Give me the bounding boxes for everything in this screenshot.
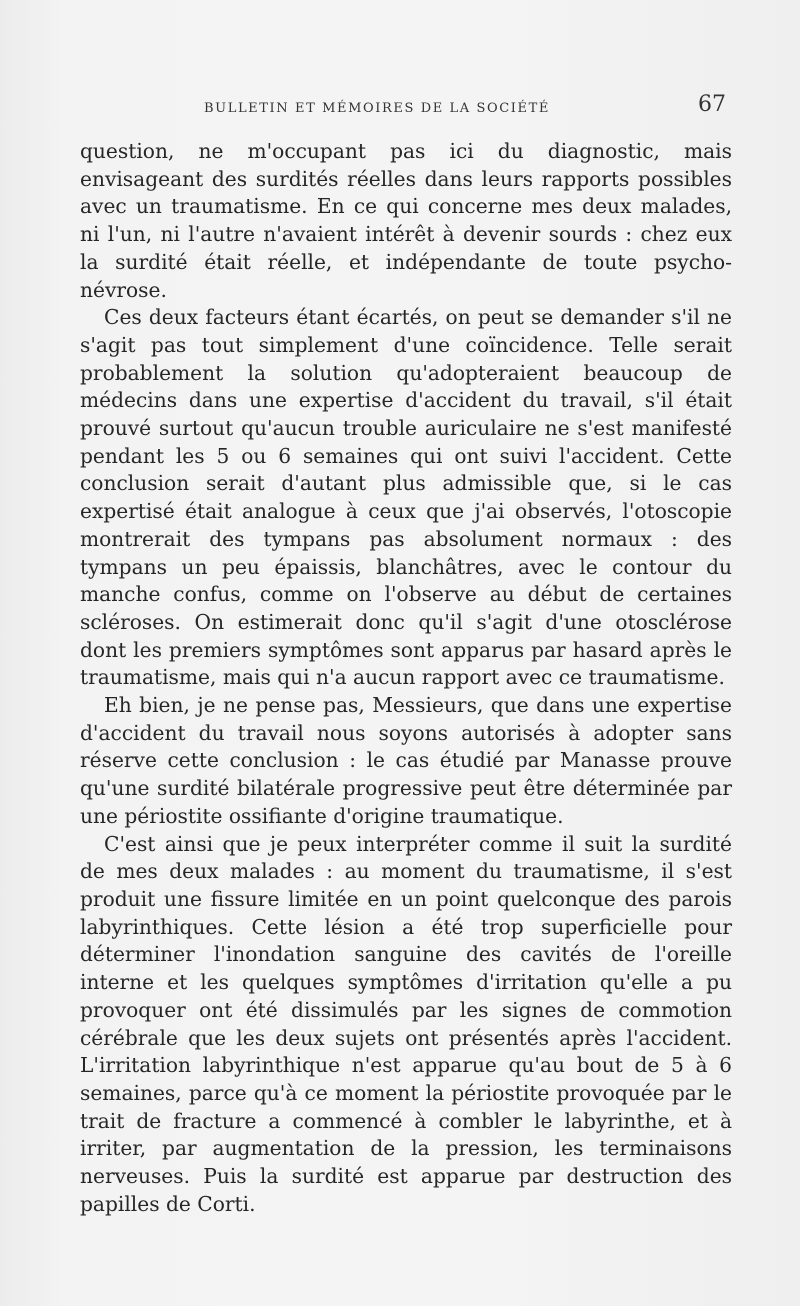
paragraph-coincidence: Ces deux facteurs étant écartés, on peut se demander s'il ne s'agit pas tout simplement d'une coïncidence. Telle serait probablement la solution qu'adopteraient beaucoup de médecins dans une expertise d'accident du travail, s'il était prouvé surtout qu'aucun trouble auriculaire ne s'est manifesté pendant les 5 ou 6 semaines qui ont suivi l'accident. Cette conclusion serait d'autant plus admissible que, si le cas expertisé était analogue à ceux que j'ai observés, l'otoscopie montrerait des tympans pas absolument normaux : des tympans un peu épaissis, blanchâtres, avec le contour du manche confus, comme on l'observe au début de certaines scléroses. On estimerait donc qu'il s'agit d'une otosclérose dont les premiers symptômes sont apparus par hasard après le traumatisme, mais qui n'a aucun rapport avec ce traumatisme.	[80, 305, 732, 690]
paragraph-conclusion: Eh bien, je ne pense pas, Messieurs, que dans une expertise d'accident du travail nous soyons autorisés à adopter sans réserve cette conclusion : le cas étudié par Manasse prouve qu'une surdité bilatérale progressive peut être déterminée par une périostite ossifiante d'origine traumatique.	[80, 693, 732, 828]
running-head: BULLETIN ET MÉMOIRES DE LA SOCIÉTÉ	[204, 101, 550, 116]
body-text	[80, 138, 732, 1218]
page-number: 67	[698, 92, 726, 117]
paragraph-continuation: question, ne m'occupant pas ici du diagnostic, mais envisageant des surdités réelles dans leurs rapports possibles avec un traumatisme. En ce qui concerne mes deux malades, ni l'un, ni l'autre n'avaient intérêt à devenir sourds : chez eux la surdité était réelle, et indépendante de toute psycho-névrose.	[80, 139, 732, 302]
paragraph-interpretation: C'est ainsi que je peux interpréter comme il suit la surdité de mes deux malades : au moment du traumatisme, il s'est produit une fissure limitée en un point quelconque des parois labyrinthiques. Cette lésion a été trop superficielle pour déterminer l'inondation sanguine des cavités de l'oreille interne et les quelques symptômes d'irritation qu'elle a pu provoquer ont été dissimulés par les signes de commotion cérébrale que les deux sujets ont présentés après l'accident. L'irritation labyrinthique n'est apparue qu'au bout de 5 à 6 semaines, parce qu'à ce moment la périostite provoquée par le trait de fracture a commencé à combler le labyrinthe, et à irriter, par augmentation de la pression, les terminaisons nerveuses. Puis la surdité est apparue par destruction des papilles de Corti.	[80, 831, 732, 1216]
